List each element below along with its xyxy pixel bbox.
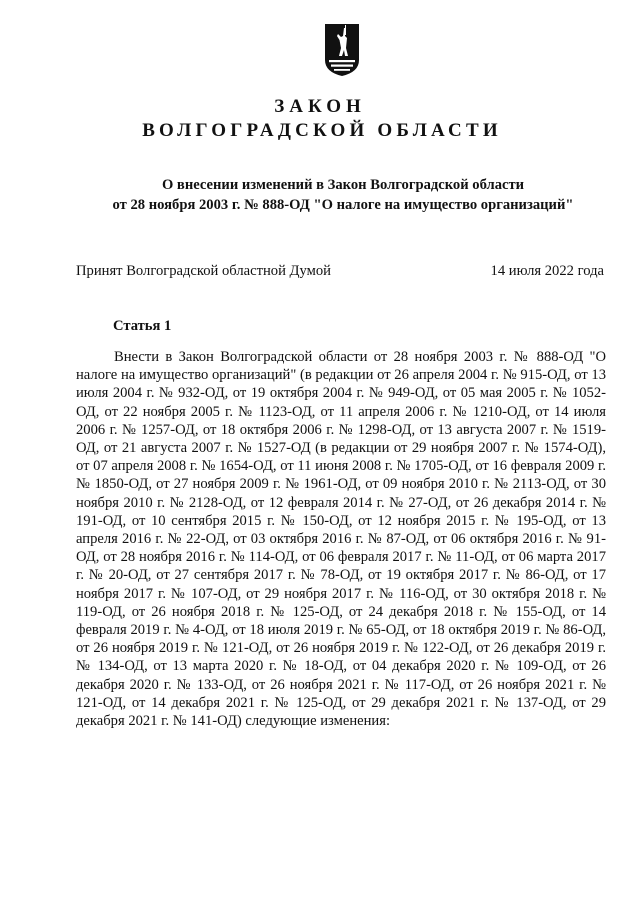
coat-of-arms-icon — [323, 22, 361, 78]
subject-line-1: О внесении изменений в Закон Волгоградской области — [161, 177, 525, 193]
article-body: Внести в Закон Волгоградской области от 28 ноября 2003 г. № 888-ОД "О налоге на имущество организаций" (в редакции от 26 апреля 2004 г. № 915-ОД, от 13 июля 2004 г. № 932-ОД, от 19 октября 2004 г. № 949-ОД, от 05 мая 2005 г. № 1052-ОД, от 22 ноября 2005 г. № 1123-ОД, от 11 апреля 2006 г. № 1210-ОД, от 14 июля 2006 г. № 1257-ОД, от 18 октября 2006 г. № 1298-ОД, от 13 августа 2007 г. № 1519-ОД, от 21 августа 2007 г. № 1527-ОД (в редакции от 29 ноября 2007 г. № 1574-ОД), от 07 апреля 2008 г. № 1654-ОД, от 11 июня 2008 г. № 1705-ОД, от 16 февраля 2009 г. № 1850-ОД, от 27 ноября 2009 г. № 1961-ОД, от 09 ноября 2010 г. № 2113-ОД, от 30 ноября 2010 г. № 2128-ОД, от 12 февраля 2014 г. № 27-ОД, от 26 декабря 2014 г. № 191-ОД, от 10 сентября 2015 г. № 150-ОД, от 12 ноября 2015 г. № 195-ОД, от 13 апреля 2016 г. № 22-ОД, от 03 октября 2016 г. № 87-ОД, от 06 октября 2016 г. № 91-ОД, от 28 ноября 2016 г. № 114-ОД, от 06 февраля 2017 г. № 11-ОД, от 06 марта 2017 г. № 20-ОД, от 27 сентября 2017 г. № 78-ОД, от 19 октября 2017 г. № 86-ОД, от 17 ноября 2017 г. № 107-ОД, от 29 ноября 2017 г. № 116-ОД, от 30 октября 2018 г. № 119-ОД, от 26 ноября 2018 г. № 125-ОД, от 24 декабря 2018 г. № 155-ОД, от 14 февраля 2019 г. № 4-ОД, от 18 июля 2019 г. № 65-ОД, от 18 октября 2019 г. № 86-ОД, от 26 ноября 2019 г. № 121-ОД, от 26 ноября 2019 г. № 122-ОД, от 26 декабря 2019 г. № 134-ОД, от 13 марта 2020 г. № 18-ОД, от 04 декабря 2020 г. № 109-ОД, от 26 декабря 2020 г. № 133-ОД, от 26 ноября 2021 г. № 117-ОД, от 26 ноября 2021 г. № 121-ОД, от 14 декабря 2021 г. № 125-ОД, от 29 декабря 2021 г. № 137-ОД, от 29 декабря 2021 г. № 141-ОД) следующие изменения: — [76, 349, 606, 730]
law-region-title: ВОЛГОГРАДСКОЙ ОБЛАСТИ — [142, 120, 502, 141]
law-subject — [0, 175, 640, 215]
adoption-date: 14 июля 2022 года — [490, 263, 604, 279]
article-heading: Статья 1 — [113, 318, 172, 334]
law-title: ЗАКОН — [274, 96, 366, 117]
adopted-by: Принят Волгоградской областной Думой — [76, 263, 331, 279]
subject-line-2: от 28 ноября 2003 г. № 888-ОД "О налоге на имущество организаций" — [112, 197, 574, 213]
